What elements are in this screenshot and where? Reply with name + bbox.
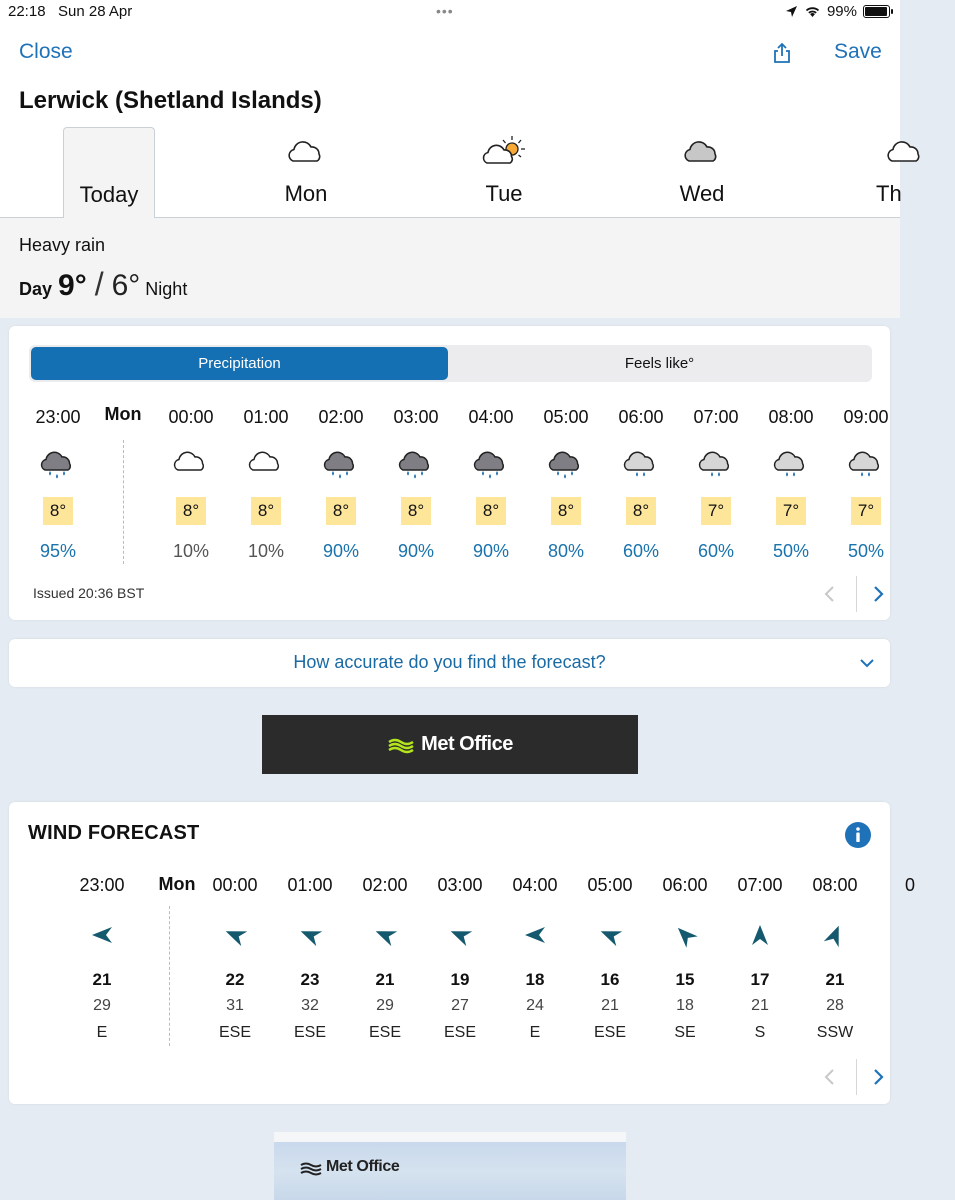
hour-time: 23:00 <box>79 875 125 895</box>
temperature-badge: 7° <box>851 497 881 525</box>
hour-time: 02:00 <box>362 875 408 895</box>
header <box>0 24 900 218</box>
pager-divider <box>856 1059 857 1095</box>
hour-time: 07:00 <box>693 407 739 427</box>
hour-column <box>831 404 901 574</box>
met-office-banner[interactable] <box>262 715 638 774</box>
precipitation-chance: 90% <box>397 541 435 561</box>
wind-direction-arrow-icon <box>747 922 773 948</box>
wind-pager <box>790 1059 890 1095</box>
tab-thu[interactable] <box>872 127 912 218</box>
wind-forecast-card <box>9 802 915 1104</box>
close-button[interactable]: Close <box>19 40 73 63</box>
grey-cloud-icon <box>679 135 725 169</box>
temperature-summary <box>19 266 187 303</box>
light-rain-icon <box>696 446 736 480</box>
sun-cloud-icon <box>481 135 527 169</box>
wind-hour-column <box>725 874 795 1054</box>
hour-column <box>756 404 826 574</box>
precipitation-chance: 50% <box>847 541 885 561</box>
chevron-left-icon[interactable] <box>820 584 840 604</box>
wind-speed: 21 <box>92 970 112 989</box>
wind-gust: 31 <box>226 997 244 1014</box>
wind-gust: 18 <box>676 997 694 1014</box>
wind-direction-arrow-icon <box>297 922 323 948</box>
hour-column <box>456 404 526 574</box>
wind-gust: 32 <box>301 997 319 1014</box>
promo-logo <box>300 1158 399 1176</box>
wind-speed: 16 <box>600 970 620 989</box>
hour-time: 04:00 <box>512 875 558 895</box>
precipitation-chance: 50% <box>772 541 810 561</box>
status-bar <box>0 0 900 24</box>
hour-column <box>156 404 226 574</box>
temperature-badge: 8° <box>176 497 206 525</box>
divider: / <box>94 266 104 302</box>
hour-column <box>681 404 751 574</box>
status-time: 22:18 <box>8 3 46 20</box>
hour-column <box>231 404 301 574</box>
wind-speed: 18 <box>525 970 545 989</box>
precipitation-chance: 10% <box>172 541 210 561</box>
heavy-rain-icon <box>321 446 361 480</box>
hour-time: 02:00 <box>318 407 364 427</box>
wind-gust: 21 <box>601 997 619 1014</box>
day-divider <box>123 440 124 564</box>
battery-icon <box>863 5 890 18</box>
wind-dir: ESE <box>368 1024 401 1041</box>
hourly-pager <box>790 576 890 612</box>
wind-hour-column <box>575 874 645 1054</box>
wind-gust: 29 <box>93 997 111 1014</box>
day-tabs <box>0 127 900 218</box>
day-temperature: 9° <box>58 269 87 302</box>
cloud-icon <box>171 446 211 480</box>
met-office-logo-icon <box>387 737 415 753</box>
tab-feels-like[interactable]: Feels like° <box>624 355 695 372</box>
tab-today[interactable] <box>63 127 155 218</box>
precipitation-chance: 10% <box>247 541 285 561</box>
temperature-badge: 8° <box>626 497 656 525</box>
wind-direction-arrow-icon <box>89 922 115 948</box>
wind-dir: SSW <box>816 1024 854 1041</box>
temperature-badge: 8° <box>476 497 506 525</box>
save-button[interactable]: Save <box>834 40 882 63</box>
hour-time: 03:00 <box>437 875 483 895</box>
day-label: Mon <box>284 181 328 206</box>
hour-time: 09:00 <box>843 407 889 427</box>
hour-time: 05:00 <box>587 875 633 895</box>
promo-top-bar <box>274 1132 626 1142</box>
light-rain-icon <box>621 446 661 480</box>
multitasking-dots-icon[interactable]: ••• <box>436 3 454 19</box>
met-office-logo-icon <box>300 1161 322 1174</box>
hour-column <box>306 404 376 574</box>
wind-hour-column <box>425 874 495 1054</box>
wind-dir: SE <box>674 1024 696 1041</box>
wind-speed: 15 <box>675 970 695 989</box>
wind-hour-column <box>200 874 270 1054</box>
day-label: Day <box>19 279 53 299</box>
heavy-rain-icon <box>546 446 586 480</box>
tab-mon[interactable] <box>260 127 352 218</box>
day-marker: Mon <box>104 404 142 424</box>
light-rain-icon <box>846 446 886 480</box>
hour-time: 01:00 <box>243 407 289 427</box>
day-divider <box>169 906 170 1046</box>
battery-percent: 99% <box>826 3 857 20</box>
tab-wed[interactable] <box>656 127 748 218</box>
wind-dir: ESE <box>443 1024 476 1041</box>
precipitation-chance: 95% <box>39 541 77 561</box>
hour-time: 03:00 <box>393 407 439 427</box>
wind-gust: 27 <box>451 997 469 1014</box>
hour-column <box>23 404 93 574</box>
hour-time: 04:00 <box>468 407 514 427</box>
day-label: Th <box>876 181 902 206</box>
info-icon[interactable] <box>844 821 872 849</box>
hour-time: 07:00 <box>737 875 783 895</box>
temperature-badge: 8° <box>251 497 281 525</box>
wind-speed: 19 <box>450 970 470 989</box>
hour-time: 06:00 <box>618 407 664 427</box>
temperature-badge: 8° <box>401 497 431 525</box>
wind-speed: 23 <box>300 970 320 989</box>
wifi-icon <box>804 5 821 18</box>
promo-brand: Met Office <box>326 1158 400 1175</box>
met-office-promo[interactable] <box>274 1132 626 1200</box>
night-label: Night <box>145 279 188 299</box>
accuracy-feedback[interactable] <box>9 639 890 687</box>
hour-time: 00:00 <box>212 875 258 895</box>
hour-column <box>381 404 451 574</box>
accuracy-question: How accurate do you find the forecast? <box>293 652 606 672</box>
share-icon[interactable] <box>772 42 792 64</box>
temperature-badge: 8° <box>551 497 581 525</box>
hour-time: 08:00 <box>768 407 814 427</box>
chevron-right-icon[interactable] <box>868 584 888 604</box>
wind-scroller[interactable] <box>9 874 915 1054</box>
wind-hour-column <box>800 874 870 1054</box>
view-toggle <box>29 345 872 382</box>
precipitation-chance: 90% <box>472 541 510 561</box>
day-label: Tue <box>485 181 523 206</box>
location-arrow-icon <box>785 5 798 18</box>
condition-text: Heavy rain <box>19 235 106 255</box>
wind-dir: E <box>96 1024 108 1041</box>
hour-time: 08:00 <box>812 875 858 895</box>
day-summary <box>0 218 900 318</box>
precipitation-chance: 60% <box>622 541 660 561</box>
pager-divider <box>856 576 857 612</box>
hour-column <box>606 404 676 574</box>
precipitation-chance: 60% <box>697 541 735 561</box>
chevron-down-icon[interactable] <box>858 654 876 672</box>
wind-direction-arrow-icon <box>822 922 848 948</box>
wind-speed: 21 <box>375 970 395 989</box>
location-title: Lerwick (Shetland Islands) <box>19 87 322 114</box>
wind-direction-arrow-icon <box>597 922 623 948</box>
heavy-rain-icon <box>396 446 436 480</box>
status-date: Sun 28 Apr <box>58 3 133 20</box>
cloud-icon <box>246 446 286 480</box>
hour-time: 01:00 <box>287 875 333 895</box>
hourly-forecast-card <box>9 326 890 620</box>
hour-time: 05:00 <box>543 407 589 427</box>
hour-column <box>531 404 601 574</box>
cloud-icon <box>882 135 928 169</box>
wind-gust: 29 <box>376 997 394 1014</box>
hour-time: 23:00 <box>35 407 81 427</box>
day-label: Wed <box>679 181 725 206</box>
wind-direction-arrow-icon <box>672 922 698 948</box>
temperature-badge: 8° <box>326 497 356 525</box>
wind-hour-column <box>500 874 570 1054</box>
wind-speed: 21 <box>825 970 845 989</box>
wind-direction-arrow-icon <box>447 922 473 948</box>
wind-hour-column <box>875 874 945 1054</box>
wind-dir: ESE <box>293 1024 326 1041</box>
hour-time: 00:00 <box>168 407 214 427</box>
hourly-scroller[interactable] <box>9 404 890 574</box>
precipitation-chance: 90% <box>322 541 360 561</box>
hour-time: 06:00 <box>662 875 708 895</box>
night-temperature: 6° <box>111 269 141 302</box>
wind-speed: 22 <box>225 970 245 989</box>
wind-direction-arrow-icon <box>522 922 548 948</box>
temperature-badge: 7° <box>701 497 731 525</box>
wind-direction-arrow-icon <box>222 922 248 948</box>
wind-dir: ESE <box>218 1024 251 1041</box>
wind-hour-column <box>650 874 720 1054</box>
chevron-left-icon[interactable] <box>820 1067 840 1087</box>
wind-speed: 17 <box>750 970 770 989</box>
tab-tue[interactable] <box>458 127 550 218</box>
hour-time: 0 <box>904 875 915 895</box>
wind-dir: ESE <box>593 1024 626 1041</box>
banner-brand: Met Office <box>421 733 513 755</box>
heavy-rain-icon <box>38 446 78 480</box>
temperature-badge: 7° <box>776 497 806 525</box>
precipitation-chance: 80% <box>547 541 585 561</box>
day-marker: Mon <box>158 874 196 894</box>
wind-title: WIND FORECAST <box>28 822 200 844</box>
wind-dir: E <box>529 1024 541 1041</box>
wind-gust: 28 <box>826 997 844 1014</box>
temperature-badge: 8° <box>43 497 73 525</box>
wind-hour-column <box>275 874 345 1054</box>
wind-gust: 21 <box>751 997 769 1014</box>
wind-direction-arrow-icon <box>372 922 398 948</box>
wind-gust: 24 <box>526 997 544 1014</box>
chevron-right-icon[interactable] <box>868 1067 888 1087</box>
tab-precipitation[interactable]: Precipitation <box>31 347 448 380</box>
wind-dir: S <box>754 1024 766 1041</box>
wind-hour-column <box>350 874 420 1054</box>
day-label: Today <box>79 182 139 207</box>
heavy-rain-icon <box>471 446 511 480</box>
light-rain-icon <box>771 446 811 480</box>
wind-hour-column <box>67 874 137 1054</box>
cloud-icon <box>283 135 329 169</box>
issued-time: Issued 20:36 BST <box>33 585 145 601</box>
